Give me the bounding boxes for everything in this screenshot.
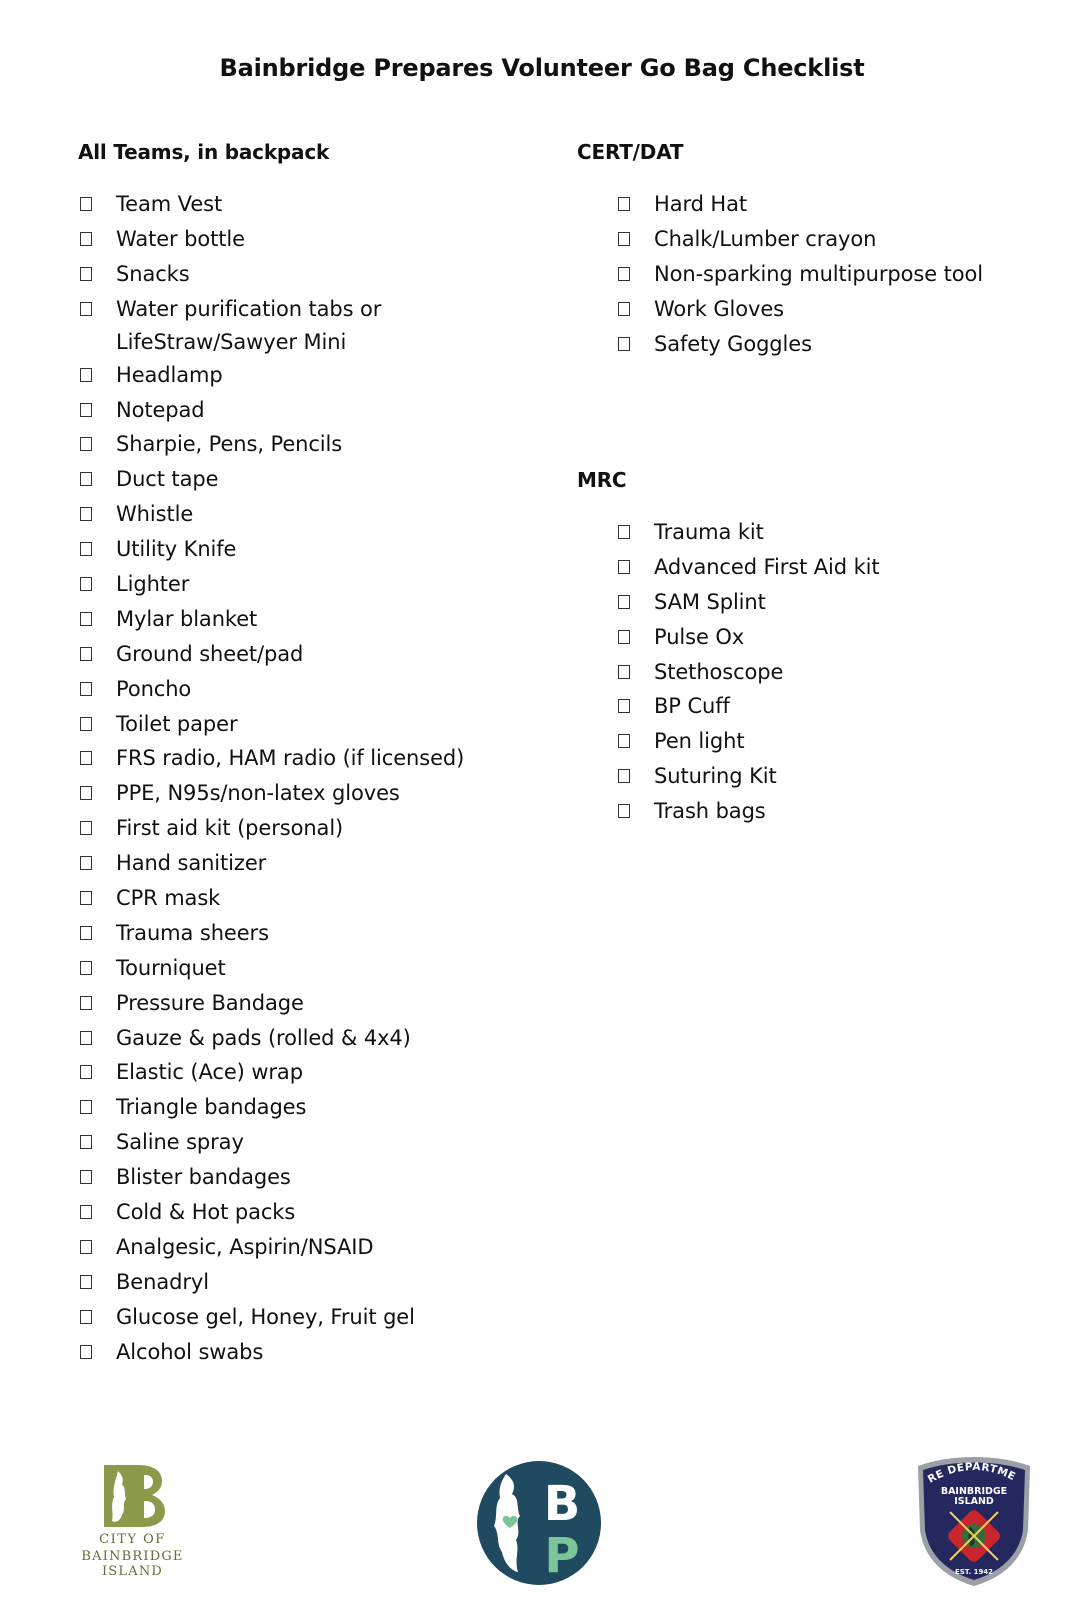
checklist-item-label: Elastic (Ace) wrap xyxy=(116,1060,303,1085)
fire-logo-line1: BAINBRIDGE xyxy=(940,1486,1008,1497)
checkbox-icon[interactable] xyxy=(618,197,630,211)
checklist-item xyxy=(618,328,1058,363)
checkbox-icon[interactable] xyxy=(80,682,92,696)
checklist-item xyxy=(80,1301,550,1336)
checklist-item-label: Mylar blanket xyxy=(116,606,258,631)
checklist-item xyxy=(80,1056,550,1091)
checklist-item xyxy=(80,188,550,223)
checkbox-icon[interactable] xyxy=(80,437,92,451)
checklist-item xyxy=(80,1336,550,1371)
checklist-item-label: Cold & Hot packs xyxy=(116,1200,296,1225)
checklist-item-label: Pulse Ox xyxy=(654,624,745,649)
checklist-mrc xyxy=(618,516,1058,830)
checkbox-icon[interactable] xyxy=(618,232,630,246)
city-logo-line1: CITY OF xyxy=(99,1532,166,1547)
checklist-item-label: Trauma sheers xyxy=(116,920,269,945)
checklist-item-label: Blister bandages xyxy=(116,1165,291,1190)
checklist-item-label: Toilet paper xyxy=(116,711,238,736)
checklist-item-label: Hard Hat xyxy=(654,192,748,216)
checklist-item-label: Pen light xyxy=(654,729,745,754)
section-heading-all-teams: All Teams, in backpack xyxy=(78,140,330,164)
checklist-item-label: Duct tape xyxy=(116,467,219,492)
checklist-item-label: Tourniquet xyxy=(116,955,226,980)
fire-department-shield-icon xyxy=(910,1452,1038,1588)
checkbox-icon[interactable] xyxy=(80,507,92,521)
checklist-item xyxy=(80,498,550,533)
checklist-item xyxy=(618,586,1058,621)
checkbox-icon[interactable] xyxy=(618,337,630,351)
checklist-item-label: Saline spray xyxy=(116,1130,244,1155)
checklist-item-label: Work Gloves xyxy=(654,296,784,321)
checklist-item-label: Snacks xyxy=(116,261,190,286)
checklist-item-label: Suturing Kit xyxy=(654,764,777,789)
checkbox-icon[interactable] xyxy=(80,302,92,316)
checkbox-icon[interactable] xyxy=(80,926,92,940)
checklist-item-label: SAM Splint xyxy=(654,589,766,614)
checkbox-icon[interactable] xyxy=(80,996,92,1010)
checklist-item-label: Non-sparking multipurpose tool xyxy=(654,261,983,286)
section-heading-mrc: MRC xyxy=(577,468,627,492)
checkbox-icon[interactable] xyxy=(80,232,92,246)
checklist-item xyxy=(80,603,550,638)
checklist-item xyxy=(80,1126,550,1161)
checklist-item-label: BP Cuff xyxy=(654,694,730,719)
checklist-item xyxy=(80,463,550,498)
fire-department-logo xyxy=(910,1452,1038,1588)
checkbox-icon[interactable] xyxy=(80,717,92,731)
checklist-item xyxy=(80,638,550,673)
checkbox-icon[interactable] xyxy=(80,1135,92,1149)
checkbox-icon[interactable] xyxy=(80,1240,92,1254)
checklist-item xyxy=(80,882,550,917)
checklist-item xyxy=(80,812,550,847)
checklist-item xyxy=(618,258,1058,293)
checklist-item xyxy=(80,1091,550,1126)
checkbox-icon[interactable] xyxy=(618,734,630,748)
checklist-item-label: Hand sanitizer xyxy=(116,851,267,876)
checklist-item xyxy=(80,568,550,603)
checklist-item-label: FRS radio, HAM radio (if licensed) xyxy=(116,746,465,771)
checklist-item xyxy=(80,1196,550,1231)
bainbridge-prepares-logo xyxy=(476,1460,602,1586)
checklist-item-label: Chalk/Lumber crayon xyxy=(654,226,877,251)
checkbox-icon[interactable] xyxy=(80,856,92,870)
checklist-item-label: Triangle bandages xyxy=(116,1095,307,1120)
city-logo-line2: BAINBRIDGE ISLAND xyxy=(81,1549,184,1579)
checklist-item xyxy=(618,656,1058,691)
city-of-bainbridge-island-logo xyxy=(50,1465,215,1579)
checkbox-icon[interactable] xyxy=(618,595,630,609)
bp-logo-letter-p: P xyxy=(544,1528,580,1584)
checklist-item xyxy=(618,293,1058,328)
checklist-item xyxy=(80,917,550,952)
checkbox-icon[interactable] xyxy=(80,961,92,975)
checklist-item-label: Pressure Bandage xyxy=(116,990,304,1015)
checklist-item-label: Ground sheet/pad xyxy=(116,641,304,666)
checklist-item-label: Analgesic, Aspirin/NSAID xyxy=(116,1234,374,1259)
checkbox-icon[interactable] xyxy=(618,630,630,644)
checklist-item-label: Utility Knife xyxy=(116,537,237,562)
checklist-item xyxy=(618,795,1058,830)
checklist-item-label: Whistle xyxy=(116,502,194,527)
checkbox-icon[interactable] xyxy=(80,1205,92,1219)
checkbox-icon[interactable] xyxy=(618,525,630,539)
checkbox-icon[interactable] xyxy=(618,302,630,316)
checkbox-icon[interactable] xyxy=(80,751,92,765)
checkbox-icon[interactable] xyxy=(80,1170,92,1184)
checklist-item xyxy=(80,223,550,258)
checklist-item-label: Lighter xyxy=(116,572,190,597)
checkbox-icon[interactable] xyxy=(80,821,92,835)
checkbox-icon[interactable] xyxy=(80,197,92,211)
checklist-item-label: Sharpie, Pens, Pencils xyxy=(116,432,343,457)
checkbox-icon[interactable] xyxy=(618,267,630,281)
fire-logo-arc-text: RE DEPARTME xyxy=(925,1460,1018,1486)
checklist-item-label: Water purification tabs or LifeStraw/Sawyer Mini xyxy=(116,296,382,354)
checkbox-icon[interactable] xyxy=(80,542,92,556)
checkbox-icon[interactable] xyxy=(80,786,92,800)
page-title: Bainbridge Prepares Volunteer Go Bag Checklist xyxy=(219,54,865,82)
checklist-item xyxy=(80,293,550,359)
checklist-item xyxy=(618,725,1058,760)
checklist-item xyxy=(618,516,1058,551)
checklist-item-label: Poncho xyxy=(116,676,192,701)
checklist-item-label: Trauma kit xyxy=(654,520,764,544)
checklist-item xyxy=(80,1161,550,1196)
checklist-item-label: CPR mask xyxy=(116,886,221,911)
checkbox-icon[interactable] xyxy=(80,577,92,591)
checklist-item-label: First aid kit (personal) xyxy=(116,816,344,841)
checklist-item xyxy=(80,708,550,743)
checkbox-icon[interactable] xyxy=(80,1310,92,1324)
checklist-item xyxy=(80,1266,550,1301)
checkbox-icon[interactable] xyxy=(80,891,92,905)
bp-circle-logo-icon xyxy=(476,1460,602,1586)
checklist-item xyxy=(80,428,550,463)
checklist-item xyxy=(80,987,550,1022)
checklist-item xyxy=(618,223,1058,258)
checkbox-icon[interactable] xyxy=(80,647,92,661)
checklist-item xyxy=(618,690,1058,725)
checklist-item-label: Water bottle xyxy=(116,226,245,251)
checklist-all-teams xyxy=(80,188,550,1371)
checklist-item xyxy=(618,621,1058,656)
checklist-item-label: PPE, N95s/non-latex gloves xyxy=(116,781,400,806)
bp-logo-letter-b: B xyxy=(543,1476,581,1532)
checklist-item xyxy=(80,673,550,708)
checkbox-icon[interactable] xyxy=(80,1065,92,1079)
checklist-item-label: Benadryl xyxy=(116,1269,209,1294)
checklist-item xyxy=(80,777,550,812)
checklist-item xyxy=(80,394,550,429)
checkbox-icon[interactable] xyxy=(80,267,92,281)
checklist-item-label: Advanced First Aid kit xyxy=(654,554,880,579)
city-b-logo-icon xyxy=(102,1465,166,1527)
checklist-item xyxy=(618,760,1058,795)
checkbox-icon[interactable] xyxy=(618,560,630,574)
checkbox-icon[interactable] xyxy=(80,403,92,417)
checklist-item xyxy=(618,551,1058,586)
checklist-item-label: Notepad xyxy=(116,397,205,422)
checkbox-icon[interactable] xyxy=(80,1031,92,1045)
checklist-item-label: Glucose gel, Honey, Fruit gel xyxy=(116,1304,415,1329)
fire-logo-est: EST. 1942 xyxy=(954,1568,994,1576)
checklist-item-label: Stethoscope xyxy=(654,659,784,684)
checklist-item xyxy=(80,1231,550,1266)
checklist-item-label: Team Vest xyxy=(116,192,223,216)
checkbox-icon[interactable] xyxy=(80,1100,92,1114)
checkbox-icon[interactable] xyxy=(80,612,92,626)
checklist-item xyxy=(80,533,550,568)
checklist-item xyxy=(618,188,1058,223)
checkbox-icon[interactable] xyxy=(618,804,630,818)
checkbox-icon[interactable] xyxy=(618,699,630,713)
checklist-item-label: Gauze & pads (rolled & 4x4) xyxy=(116,1025,411,1050)
checkbox-icon[interactable] xyxy=(80,368,92,382)
checklist-item-label: Alcohol swabs xyxy=(116,1339,264,1364)
checklist-item-label: Safety Goggles xyxy=(654,331,812,356)
checklist-item-label: Trash bags xyxy=(654,799,766,824)
checklist-item xyxy=(80,258,550,293)
checklist-item xyxy=(80,1022,550,1057)
section-heading-cert-dat: CERT/DAT xyxy=(577,140,684,164)
checkbox-icon[interactable] xyxy=(80,1275,92,1289)
checkbox-icon[interactable] xyxy=(80,472,92,486)
checklist-item xyxy=(80,847,550,882)
checkbox-icon[interactable] xyxy=(618,769,630,783)
checkbox-icon[interactable] xyxy=(618,665,630,679)
checklist-item xyxy=(80,742,550,777)
checklist-cert-dat xyxy=(618,188,1058,362)
checklist-item xyxy=(80,359,550,394)
checklist-item-label: Headlamp xyxy=(116,362,223,387)
fire-logo-line2: ISLAND xyxy=(954,1496,994,1507)
checkbox-icon[interactable] xyxy=(80,1345,92,1359)
checklist-item xyxy=(80,952,550,987)
